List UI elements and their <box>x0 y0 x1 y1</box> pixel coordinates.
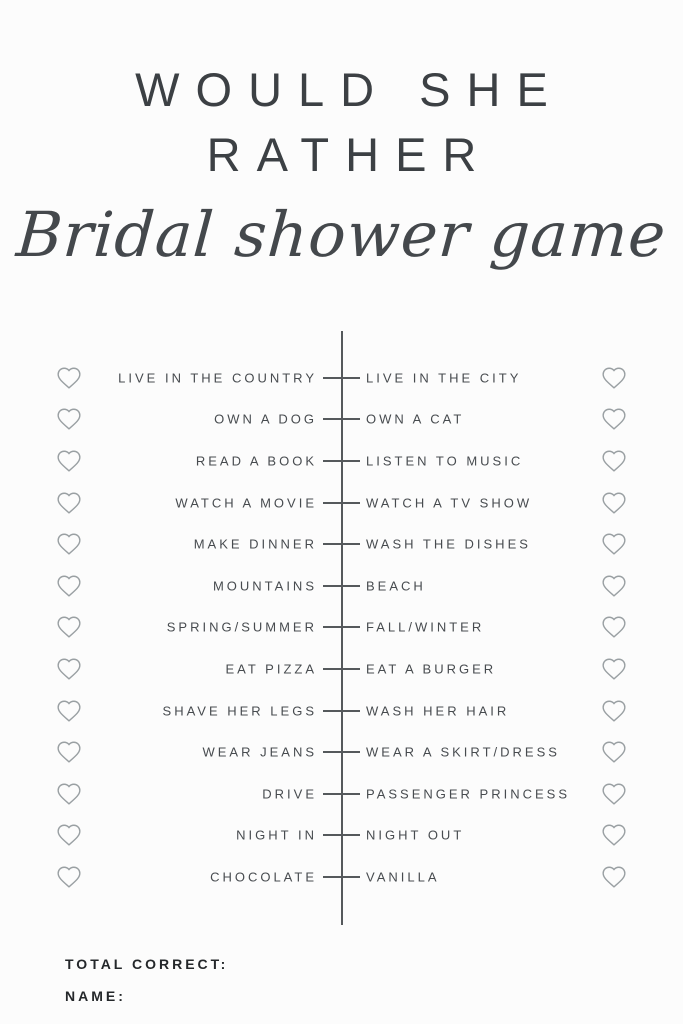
heart-outline-icon <box>55 614 83 640</box>
choice-row <box>0 440 683 482</box>
choice-row <box>0 648 683 690</box>
connector-dash <box>323 626 360 628</box>
connector-dash <box>323 668 360 670</box>
left-option-label: CHOCOLATE <box>210 869 317 885</box>
heart-checkbox-right[interactable] <box>600 739 628 765</box>
heart-checkbox-right[interactable] <box>600 531 628 557</box>
right-option-label: NIGHT OUT <box>366 827 465 843</box>
connector-dash <box>323 377 360 379</box>
choice-row <box>0 357 683 399</box>
heart-outline-icon <box>55 365 83 391</box>
left-option-label: LIVE IN THE COUNTRY <box>118 370 317 386</box>
heart-outline-icon <box>600 531 628 557</box>
heart-checkbox-right[interactable] <box>600 698 628 724</box>
heart-checkbox-left[interactable] <box>55 406 83 432</box>
right-option-label: PASSENGER PRINCESS <box>366 786 571 802</box>
heart-checkbox-right[interactable] <box>600 614 628 640</box>
heart-checkbox-right[interactable] <box>600 448 628 474</box>
heart-outline-icon <box>600 698 628 724</box>
heart-outline-icon <box>55 490 83 516</box>
page-subtitle: Bridal shower game <box>14 198 669 271</box>
heart-outline-icon <box>600 864 628 890</box>
heart-checkbox-left[interactable] <box>55 531 83 557</box>
heart-checkbox-left[interactable] <box>55 365 83 391</box>
choice-row <box>0 856 683 898</box>
heart-checkbox-left[interactable] <box>55 864 83 890</box>
heart-outline-icon <box>55 864 83 890</box>
heart-outline-icon <box>600 573 628 599</box>
choice-row <box>0 690 683 732</box>
choice-row <box>0 815 683 857</box>
left-option-label: SHAVE HER LEGS <box>162 703 317 719</box>
heart-checkbox-left[interactable] <box>55 448 83 474</box>
heart-outline-icon <box>55 573 83 599</box>
right-option-label: BEACH <box>366 578 426 594</box>
right-option-label: WASH THE DISHES <box>366 536 531 552</box>
left-option-label: NIGHT IN <box>236 827 317 843</box>
right-option-label: WASH HER HAIR <box>366 703 510 719</box>
right-option-label: LISTEN TO MUSIC <box>366 453 524 469</box>
heart-outline-icon <box>55 739 83 765</box>
heart-checkbox-right[interactable] <box>600 406 628 432</box>
heart-checkbox-right[interactable] <box>600 573 628 599</box>
connector-dash <box>323 876 360 878</box>
heart-outline-icon <box>55 781 83 807</box>
choice-row <box>0 773 683 815</box>
right-option-label: WATCH A TV SHOW <box>366 495 533 511</box>
heart-checkbox-left[interactable] <box>55 656 83 682</box>
heart-outline-icon <box>600 490 628 516</box>
heart-checkbox-right[interactable] <box>600 490 628 516</box>
heart-checkbox-right[interactable] <box>600 365 628 391</box>
heart-outline-icon <box>55 822 83 848</box>
page-title-line1: WOULD SHE <box>135 63 564 116</box>
heart-checkbox-left[interactable] <box>55 573 83 599</box>
heart-outline-icon <box>55 656 83 682</box>
choice-row <box>0 482 683 524</box>
heart-checkbox-left[interactable] <box>55 698 83 724</box>
connector-dash <box>323 793 360 795</box>
choice-row <box>0 399 683 441</box>
heart-checkbox-left[interactable] <box>55 822 83 848</box>
heart-outline-icon <box>600 739 628 765</box>
choice-row <box>0 607 683 649</box>
heart-checkbox-left[interactable] <box>55 614 83 640</box>
heart-outline-icon <box>55 698 83 724</box>
left-option-label: EAT PIZZA <box>225 661 317 677</box>
right-option-label: EAT A BURGER <box>366 661 497 677</box>
connector-dash <box>323 418 360 420</box>
heart-checkbox-right[interactable] <box>600 822 628 848</box>
page-title-line2: RATHER <box>206 127 493 181</box>
heart-checkbox-left[interactable] <box>55 490 83 516</box>
page-title <box>0 58 683 188</box>
name-label: NAME: <box>65 988 126 1004</box>
heart-outline-icon <box>600 614 628 640</box>
heart-outline-icon <box>55 531 83 557</box>
left-option-label: SPRING/SUMMER <box>166 619 317 635</box>
heart-outline-icon <box>600 365 628 391</box>
connector-dash <box>323 502 360 504</box>
choices-list <box>0 357 683 898</box>
heart-checkbox-right[interactable] <box>600 781 628 807</box>
heart-outline-icon <box>600 406 628 432</box>
right-option-label: FALL/WINTER <box>366 619 485 635</box>
heart-checkbox-left[interactable] <box>55 739 83 765</box>
footer <box>65 956 228 1004</box>
connector-dash <box>323 710 360 712</box>
connector-dash <box>323 585 360 587</box>
left-option-label: DRIVE <box>262 786 317 802</box>
heart-outline-icon <box>600 448 628 474</box>
choice-row <box>0 731 683 773</box>
left-option-label: OWN A DOG <box>214 411 317 427</box>
choice-row <box>0 523 683 565</box>
heart-checkbox-left[interactable] <box>55 781 83 807</box>
heart-outline-icon <box>55 448 83 474</box>
connector-dash <box>323 834 360 836</box>
heart-outline-icon <box>600 781 628 807</box>
connector-dash <box>323 460 360 462</box>
left-option-label: WEAR JEANS <box>202 744 317 760</box>
left-option-label: MAKE DINNER <box>193 536 317 552</box>
left-option-label: MOUNTAINS <box>212 578 317 594</box>
heart-checkbox-right[interactable] <box>600 656 628 682</box>
right-option-label: OWN A CAT <box>366 411 465 427</box>
left-option-label: WATCH A MOVIE <box>175 495 317 511</box>
choice-row <box>0 565 683 607</box>
heart-outline-icon <box>600 822 628 848</box>
right-option-label: VANILLA <box>366 869 440 885</box>
right-option-label: LIVE IN THE CITY <box>366 370 522 386</box>
total-correct-label: TOTAL CORRECT: <box>65 956 229 972</box>
heart-checkbox-right[interactable] <box>600 864 628 890</box>
heart-outline-icon <box>600 656 628 682</box>
connector-dash <box>323 543 360 545</box>
right-option-label: WEAR A SKIRT/DRESS <box>366 744 560 760</box>
left-option-label: READ A BOOK <box>195 453 317 469</box>
heart-outline-icon <box>55 406 83 432</box>
connector-dash <box>323 751 360 753</box>
